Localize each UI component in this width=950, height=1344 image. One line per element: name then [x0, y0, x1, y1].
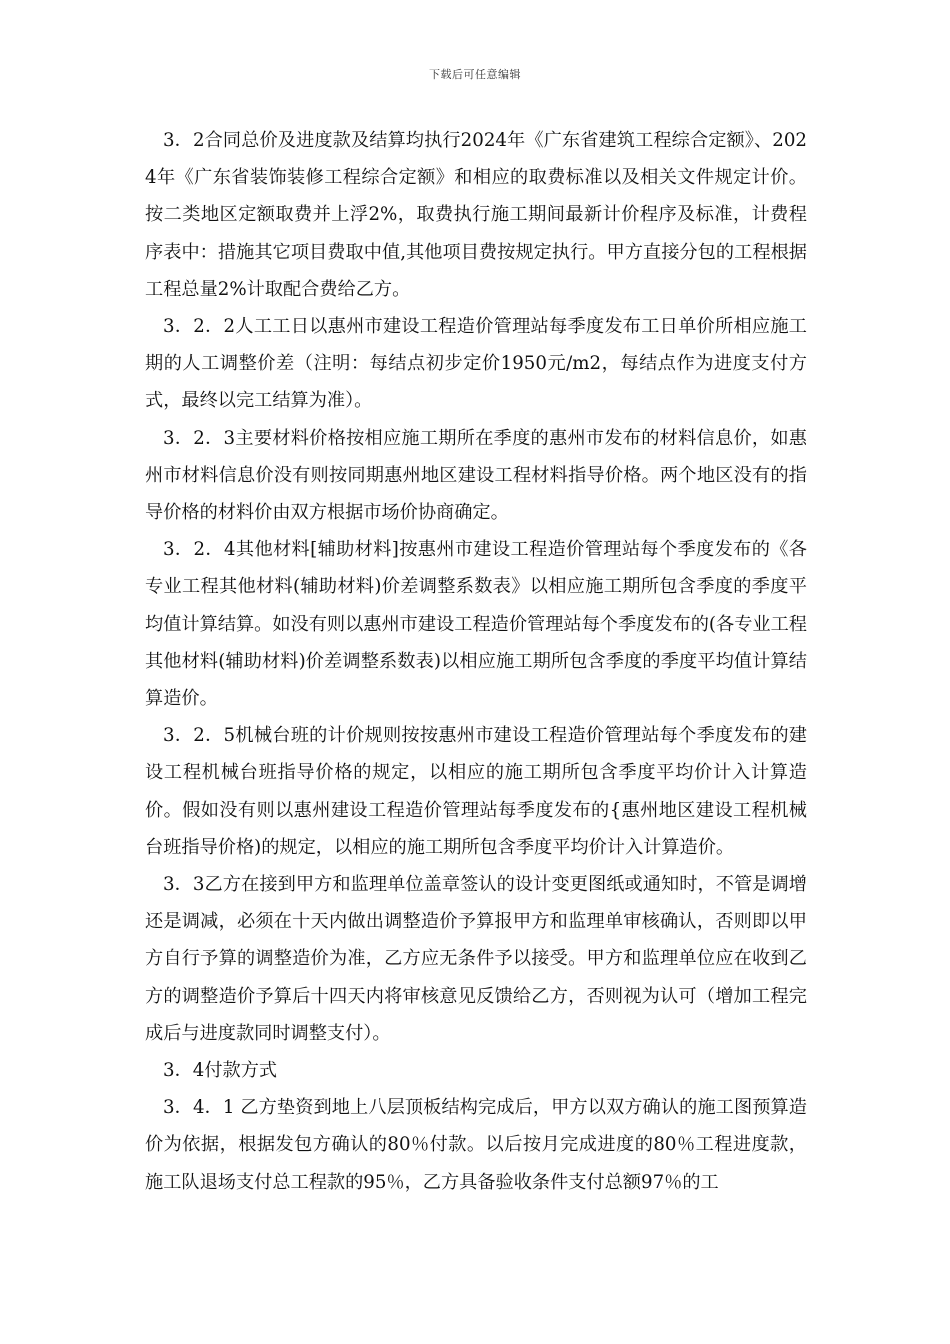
page-header-note: 下载后可任意编辑 [429, 68, 521, 81]
clause-3-4-1: 3．4．1 乙方垫资到地上八层顶板结构完成后，甲方以双方确认的施工图预算造价为依据，根据发包方确认的80％付款。以后按月完成进度的80％工程进度款，施工队退场支付总工程款的95％，乙方具备验收条件支付总额97％的工 [145, 1097, 807, 1193]
clause-3-2-5: 3．2．5机械台班的计价规则按按惠州市建设工程造价管理站每个季度发布的建设工程机械台班指导价格的规定，以相应的施工期所包含季度平均价计入计算造价。假如没有则以惠州建设工程造价管理站每季度发布的{惠州地区建设工程机械台班指导价格)的规定，以相应的施工期所包含季度平均价计入计算造价。 [145, 725, 807, 858]
clause-3-2-3: 3．2．3主要材料价格按相应施工期所在季度的惠州市发布的材料信息价，如惠州市材料信息价没有则按同期惠州地区建设工程材料指导价格。两个地区没有的指导价格的材料价由双方根据市场价协商确定。 [145, 427, 807, 524]
clause-3-3: 3．3乙方在接到甲方和监理单位盖章签认的设计变更图纸或通知时，不管是调增还是调减，必须在十天内做出调整造价予算报甲方和监理单审核确认，否则即以甲方自行予算的调整造价为准，乙方应无条件予以接受。甲方和监理单位应在收到乙方的调整造价予算后十四天内将审核意见反馈给乙方，否则视为认可（增加工程完成后与进度款同时调整支付）。 [145, 874, 807, 1044]
document-body [145, 122, 807, 1201]
clause-3-4-heading: 3．4付款方式 [163, 1060, 278, 1082]
clause-3-2-4: 3．2．4其他材料[辅助材料]按惠州市建设工程造价管理站每个季度发布的《各专业工程其他材料(辅助材料)价差调整系数表》以相应施工期所包含季度的季度平均值计算结算。如没有则以惠州市建设工程造价管理站每个季度发布的(各专业工程其他材料(辅助材料)价差调整系数表)以相应施工期所包含季度的季度平均值计算结算造价。 [145, 539, 807, 710]
clause-3-2: 3．2合同总价及进度款及结算均执行2024年《广东省建筑工程综合定额》、2024年《广东省装饰装修工程综合定额》和相应的取费标准以及相关文件规定计价。按二类地区定额取费并上浮2%，取费执行施工期间最新计价程序及标准，计费程序表中：措施其它项目费取中值,其他项目费按规定执行。甲方直接分包的工程根据工程总量2%计取配合费给乙方。 [145, 130, 807, 300]
clause-3-2-2: 3．2．2人工工日以惠州市建设工程造价管理站每季度发布工日单价所相应施工期的人工调整价差（注明：每结点初步定价1950元/m2，每结点作为进度支付方式，最终以完工结算为准）。 [145, 316, 807, 412]
